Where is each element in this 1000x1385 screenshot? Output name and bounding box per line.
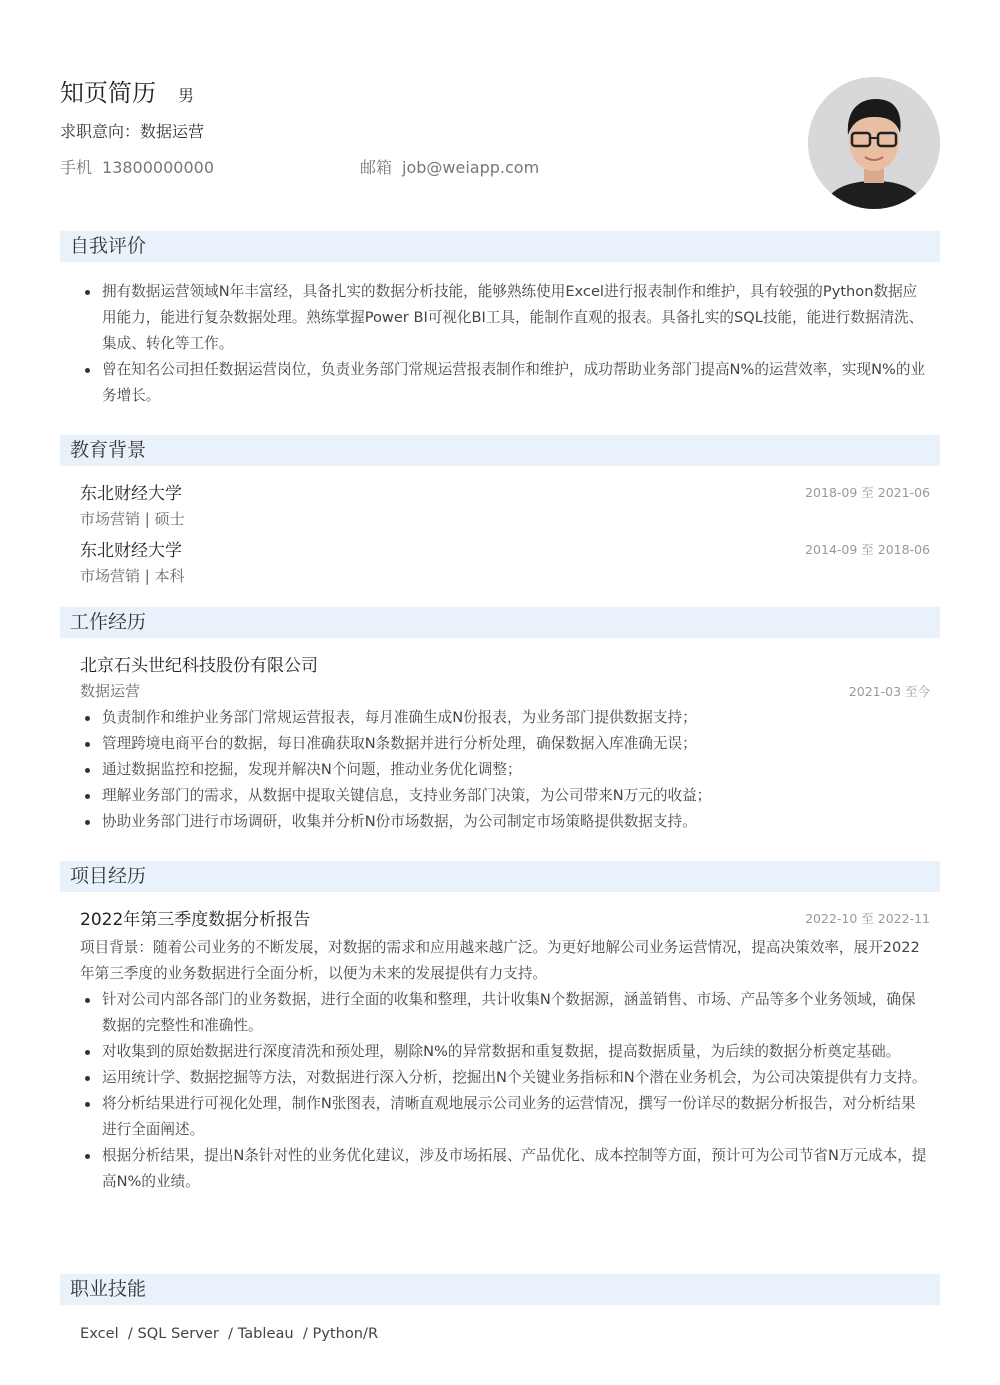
job-intent: 求职意向：数据运营 [60, 122, 205, 141]
list-item: 管理跨境电商平台的数据，每日准确获取N条数据并进行分析处理，确保数据入库准确无误； [80, 731, 930, 757]
list-item: 运用统计学、数据挖掘等方法，对数据进行深入分析，挖掘出N个关键业务指标和N个潜在业务机会，为公司决策提供有力支持。 [80, 1065, 930, 1091]
section-title: 项目经历 [70, 865, 147, 887]
list-item: 负责制作和维护业务部门常规运营报表，每月准确生成N份报表，为业务部门提供数据支持； [80, 705, 930, 731]
candidate-gender: 男 [178, 86, 195, 105]
section-education [60, 435, 940, 466]
section-title: 职业技能 [70, 1278, 147, 1300]
list-item: 拥有数据运营领域N年丰富经，具备扎实的数据分析技能，能够熟练使用Excel进行报表制作和维护，具有较强的Python数据应用能力，能进行复杂数据处理。熟练掌握Power BI可视化BI工具，能制作直观的报表。具备扎实的SQL技能，能进行数据清洗、集成、转化等工作。 [80, 279, 930, 357]
company-name: 北京石头世纪科技股份有限公司 [80, 656, 318, 676]
section-skills [60, 1274, 940, 1305]
project-background: 项目背景：随着公司业务的不断发展，对数据的需求和应用越来越广泛。为更好地解公司业务运营情况，提高决策效率，展开2022年第三季度的业务数据进行全面分析，以便为未来的发展提供有力支持。 [80, 939, 920, 982]
list-item: 将分析结果进行可视化处理，制作N张图表，清晰直观地展示公司业务的运营情况，撰写一份详尽的数据分析报告，对分析结果进行全面阐述。 [80, 1091, 930, 1143]
email-label: 邮箱 [360, 158, 393, 177]
project-date: 2022-10 至 2022-11 [805, 911, 930, 926]
section-title: 自我评价 [70, 235, 147, 257]
edu-date: 2014-09 至 2018-06 [805, 542, 930, 557]
list-item: 通过数据监控和挖掘，发现并解决N个问题，推动业务优化调整； [80, 757, 930, 783]
list-item: 曾在知名公司担任数据运营岗位，负责业务部门常规运营报表制作和维护，成功帮助业务部门提高N%的运营效率，实现N%的业务增长。 [80, 357, 930, 409]
school-name: 东北财经大学 [80, 541, 182, 561]
phone-value: 13800000000 [102, 158, 214, 177]
section-self-eval [60, 231, 940, 262]
work-date: 2021-03 至今 [848, 684, 930, 699]
avatar [808, 77, 940, 209]
edu-major: 市场营销 | 硕士 [80, 510, 185, 528]
email-value: job@weiapp.com [402, 158, 540, 177]
candidate-name: 知页简历 [60, 79, 156, 107]
project-items-list [80, 987, 930, 1195]
section-work [60, 607, 940, 638]
list-item: 协助业务部门进行市场调研，收集并分析N份市场数据，为公司制定市场策略提供数据支持。 [80, 809, 930, 835]
school-name: 东北财经大学 [80, 484, 182, 504]
self-eval-list [80, 279, 930, 409]
list-item: 对收集到的原始数据进行深度清洗和预处理，剔除N%的异常数据和重复数据，提高数据质量，为后续的数据分析奠定基础。 [80, 1039, 930, 1065]
avatar-photo [808, 77, 940, 209]
phone-row [60, 156, 214, 180]
work-position: 数据运营 [80, 682, 141, 700]
section-title: 教育背景 [70, 439, 147, 461]
email-row [360, 156, 539, 180]
edu-major: 市场营销 | 本科 [80, 567, 185, 585]
edu-date: 2018-09 至 2021-06 [805, 485, 930, 500]
list-item: 根据分析结果，提出N条针对性的业务优化建议，涉及市场拓展、产品优化、成本控制等方面，预计可为公司节省N万元成本，提高N%的业绩。 [80, 1143, 930, 1195]
project-title: 2022年第三季度数据分析报告 [80, 910, 311, 930]
skills-list: Excel / SQL Server / Tableau / Python/R [80, 1325, 379, 1342]
phone-label: 手机 [60, 158, 93, 177]
section-project [60, 861, 940, 892]
section-title: 工作经历 [70, 611, 147, 633]
list-item: 针对公司内部各部门的业务数据，进行全面的收集和整理，共计收集N个数据源，涵盖销售、市场、产品等多个业务领域，确保数据的完整性和准确性。 [80, 987, 930, 1039]
work-duties-list [80, 705, 930, 835]
list-item: 理解业务部门的需求，从数据中提取关键信息，支持业务部门决策，为公司带来N万元的收益； [80, 783, 930, 809]
